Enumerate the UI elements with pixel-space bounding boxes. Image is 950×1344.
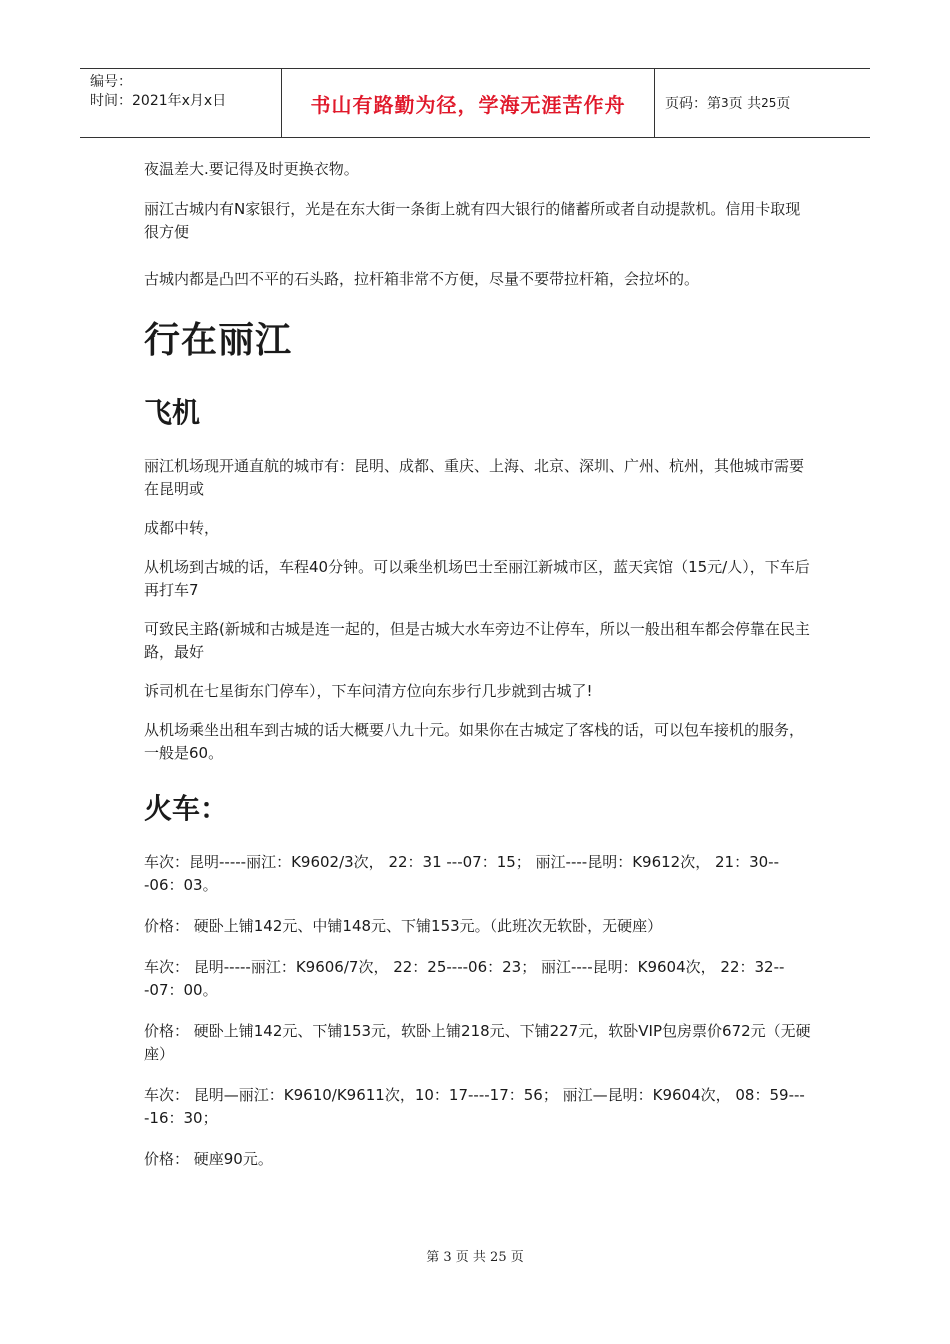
train-paragraph-3: 车次： 昆明-----丽江：K9606/7次， 22：25----06：23； 丽江----昆明：K9604次， 22：32---07：00。	[144, 958, 785, 999]
plane-paragraph-5: 诉司机在七星街东门停车），下车问清方位向东步行几步就到古城了!	[144, 682, 593, 700]
page-number: 3	[721, 96, 729, 110]
train-paragraph-6: 价格： 硬座90元。	[144, 1150, 273, 1168]
time-label: 时间：2021年x月x日	[90, 93, 227, 109]
plane-paragraph-2: 成都中转，	[144, 519, 220, 537]
train-paragraph-1: 车次：昆明-----丽江：K9602/3次， 22：31 ---07：15； 丽江----昆明：K9612次， 21：30---06：03。	[144, 853, 779, 894]
page-suffix: 页	[776, 96, 791, 112]
header-motto-cell	[282, 69, 655, 137]
page-prefix: 页码：第	[665, 96, 721, 112]
intro-paragraph-1: 夜温差大.要记得及时更换衣物。	[144, 160, 359, 178]
page-content	[144, 150, 814, 1171]
motto: 书山有路勤为径，学海无涯苦作舟	[310, 92, 626, 117]
plane-paragraph-4: 可致民主路(新城和古城是连一起的，但是古城大水车旁边不让停车，所以一般出租车都会停靠在民主路，最好	[144, 620, 810, 661]
header-page-cell	[655, 69, 870, 137]
train-heading: 火车：	[144, 792, 229, 825]
intro-paragraph-3: 古城内都是凸凹不平的石头路，拉杆箱非常不方便，尽量不要带拉杆箱，会拉坏的。	[144, 270, 700, 288]
document-header	[80, 68, 870, 138]
page-footer: 第 3 页 共 25 页	[426, 1250, 524, 1265]
intro-paragraph-2: 丽江古城内有N家银行，光是在东大街一条街上就有四大银行的储蓄所或者自动提款机。信用卡取现很方便	[144, 200, 801, 241]
train-paragraph-2: 价格： 硬卧上铺142元、中铺148元、下铺153元。（此班次无软卧，无硬座）	[144, 917, 663, 935]
plane-paragraph-6: 从机场乘坐出租车到古城的话大概要八九十元。如果你在古城定了客栈的话，可以包车接机的服务，一般是60。	[144, 721, 805, 762]
plane-heading: 飞机	[144, 396, 201, 429]
train-paragraph-5: 车次： 昆明—丽江：K9610/K9611次，10：17----17：56； 丽江—昆明：K9604次， 08：59----16：30；	[144, 1086, 805, 1127]
page-total: 25	[761, 96, 777, 110]
plane-paragraph-3: 从机场到古城的话，车程40分钟。可以乘坐机场巴士至丽江新城市区，蓝天宾馆（15元/人），下车后再打车7	[144, 558, 810, 599]
train-paragraph-4: 价格： 硬卧上铺142元、下铺153元，软卧上铺218元、下铺227元，软卧VIP包房票价672元（无硬座）	[144, 1022, 811, 1063]
number-label: 编号：	[90, 74, 132, 90]
header-left-cell	[80, 69, 282, 137]
section-title: 行在丽江	[144, 320, 293, 361]
page-mid: 页 共	[728, 96, 762, 112]
plane-paragraph-1: 丽江机场现开通直航的城市有：昆明、成都、重庆、上海、北京、深圳、广州、杭州，其他城市需要在昆明或	[144, 457, 805, 498]
